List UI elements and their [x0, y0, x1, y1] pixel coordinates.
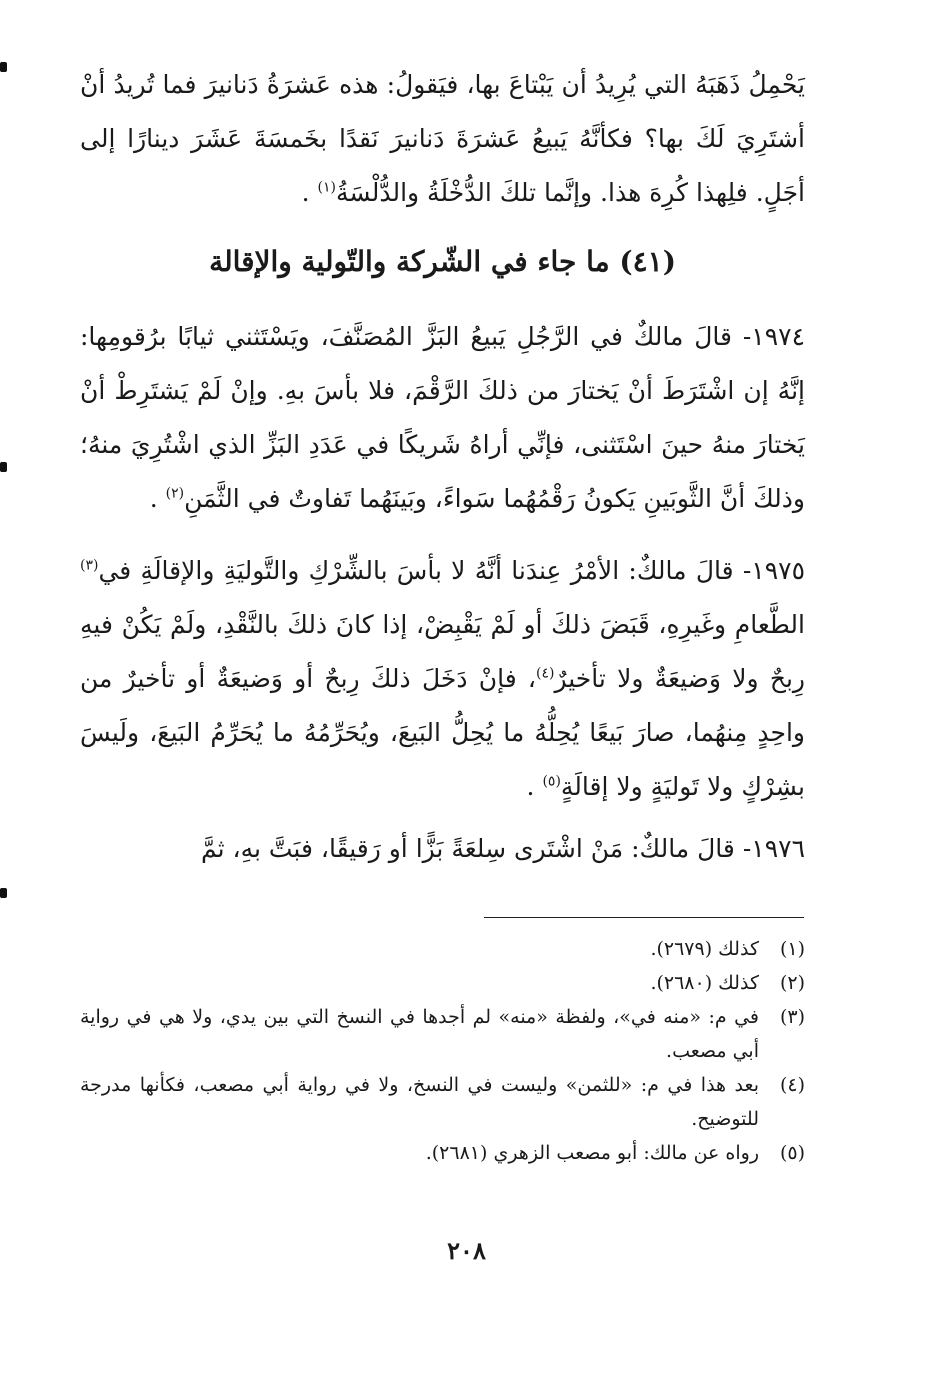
paragraph-1975-end: .: [526, 772, 535, 801]
footnote-ref-2[interactable]: (٢): [165, 485, 185, 502]
footnote-number: (٤): [779, 1074, 805, 1096]
continuation-end: .: [301, 178, 310, 207]
footnote-number: (٣): [779, 1006, 805, 1028]
scan-margin-mark: [0, 888, 7, 898]
footnote-ref-4[interactable]: (٤): [535, 665, 555, 682]
footnote-number: (٥): [779, 1142, 805, 1164]
footnote-text: رواه عن مالك: أبو مصعب الزهري (٢٦٨١).: [425, 1142, 759, 1164]
page-number: ٢٠٨: [447, 1236, 486, 1265]
footnote-text: كذلك (٢٦٧٩).: [650, 938, 759, 960]
footnote-3: [80, 1000, 805, 1068]
paragraph-1974-end: .: [149, 484, 158, 513]
continuation-paragraph: [80, 58, 805, 220]
footnote-text: في م: «منه في»، ولفظة «منه» لم أجدها في النسخ التي بين يدي، ولا هي في رواية أبي مصعب.: [80, 1006, 759, 1062]
paragraph-1975-text-c: ، فإنْ دَخَلَ ذلكَ رِبحٌ أو وَضيعَةٌ أو تأخيرٌ من واحِدٍ مِنهُما، صارَ بَيعًا يُحِلُّهُ ما يُحِلُّ البَيعَ، ويُحَرِّمُهُ ما يُحَرِّمُ البَيعَ، ولَيسَ بشِرْكٍ ولا تَوليَةٍ ولا إقالَةٍ: [80, 664, 805, 801]
paragraph-1975-text-b: الطَّعامِ وغَيرِهِ، قَبَضَ ذلكَ أو لَمْ يَقْبِضْ، إذا كانَ ذلكَ بالنَّقْدِ، ولَمْ يَكُنْ فيهِ رِبحٌ ولا وَضيعَةٌ ولا تأخيرٌ: [80, 610, 805, 693]
scan-margin-mark: [0, 62, 7, 72]
footnote-ref-3[interactable]: (٣): [80, 557, 99, 574]
continuation-text: يَحْمِلُ ذَهَبَهُ التي يُرِيدُ أن يَبْتاعَ بها، فيَقولُ: هذه عَشرَةُ دَنانيرَ فما تُريدُ أنْ أشتَرِيَ لَكَ بها؟ فكأنَّهُ يَبيعُ عَشرَةَ دَنانيرَ نَقدًا بخَمسَةَ عَشَرَ دينارًا إلى أجَلٍ. فلِهذا كُرِهَ هذا. وإنَّما تلكَ الدُّخْلَةُ والدُّلْسَةُ: [80, 70, 805, 207]
footnote-ref-1[interactable]: (١): [317, 179, 337, 196]
footnote-ref-5[interactable]: (٥): [542, 773, 561, 790]
paragraph-1974: [80, 310, 805, 526]
footnote-divider: [484, 917, 804, 918]
paragraph-1975: [80, 544, 805, 814]
footnote-1: [80, 932, 805, 966]
section-heading: (٤١) ما جاء في الشّركة والتّولية والإقالة: [209, 245, 676, 278]
footnote-2: [80, 966, 805, 1000]
footnote-number: (١): [779, 938, 805, 960]
footnotes: [80, 932, 805, 1170]
footnote-text: بعد هذا في م: «للثمن» وليست في النسخ، ولا في رواية أبي مصعب، فكأنها مدرجة للتوضيح.: [80, 1074, 759, 1130]
footnote-number: (٢): [779, 972, 805, 994]
footnote-4: [80, 1068, 805, 1136]
paragraph-1976-text: ١٩٧٦- قالَ مالكٌ: مَنْ اشْتَرى سِلعَةً بَزًّا أو رَقيقًا، فبَتَّ بهِ، ثمَّ: [200, 834, 805, 863]
footnote-5: [80, 1136, 805, 1170]
scan-margin-mark: [0, 462, 7, 472]
footnote-text: كذلك (٢٦٨٠).: [650, 972, 759, 994]
paragraph-1975-text-a: ١٩٧٥- قالَ مالكٌ: الأمْرُ عِندَنا أنَّهُ لا بأسَ بالشِّرْكِ والتَّوليَةِ والإقالَةِ في: [98, 556, 805, 585]
paragraph-1976: [80, 822, 805, 876]
paragraph-1974-text: ١٩٧٤- قالَ مالكٌ في الرَّجُلِ يَبيعُ البَزَّ المُصَنَّفَ، ويَسْتَثني ثيابًا برُقومِها: إنَّهُ إن اشْتَرَطَ أنْ يَختارَ من ذلكَ الرَّقْمَ، فلا بأسَ بهِ. وإنْ لَمْ يَشتَرِطْ أنْ يَختارَ منهُ حينَ اسْتَثنى، فإنِّي أراهُ شَريكًا في عَدَدِ البَزِّ الذي اشْتُرِيَ منهُ؛ وذلكَ أنَّ الثَّوبَينِ يَكونُ رَقْمُهُما سَواءً، وبَينَهُما تَفاوتٌ في الثَّمَنِ: [80, 322, 805, 513]
main-text: [80, 58, 805, 876]
